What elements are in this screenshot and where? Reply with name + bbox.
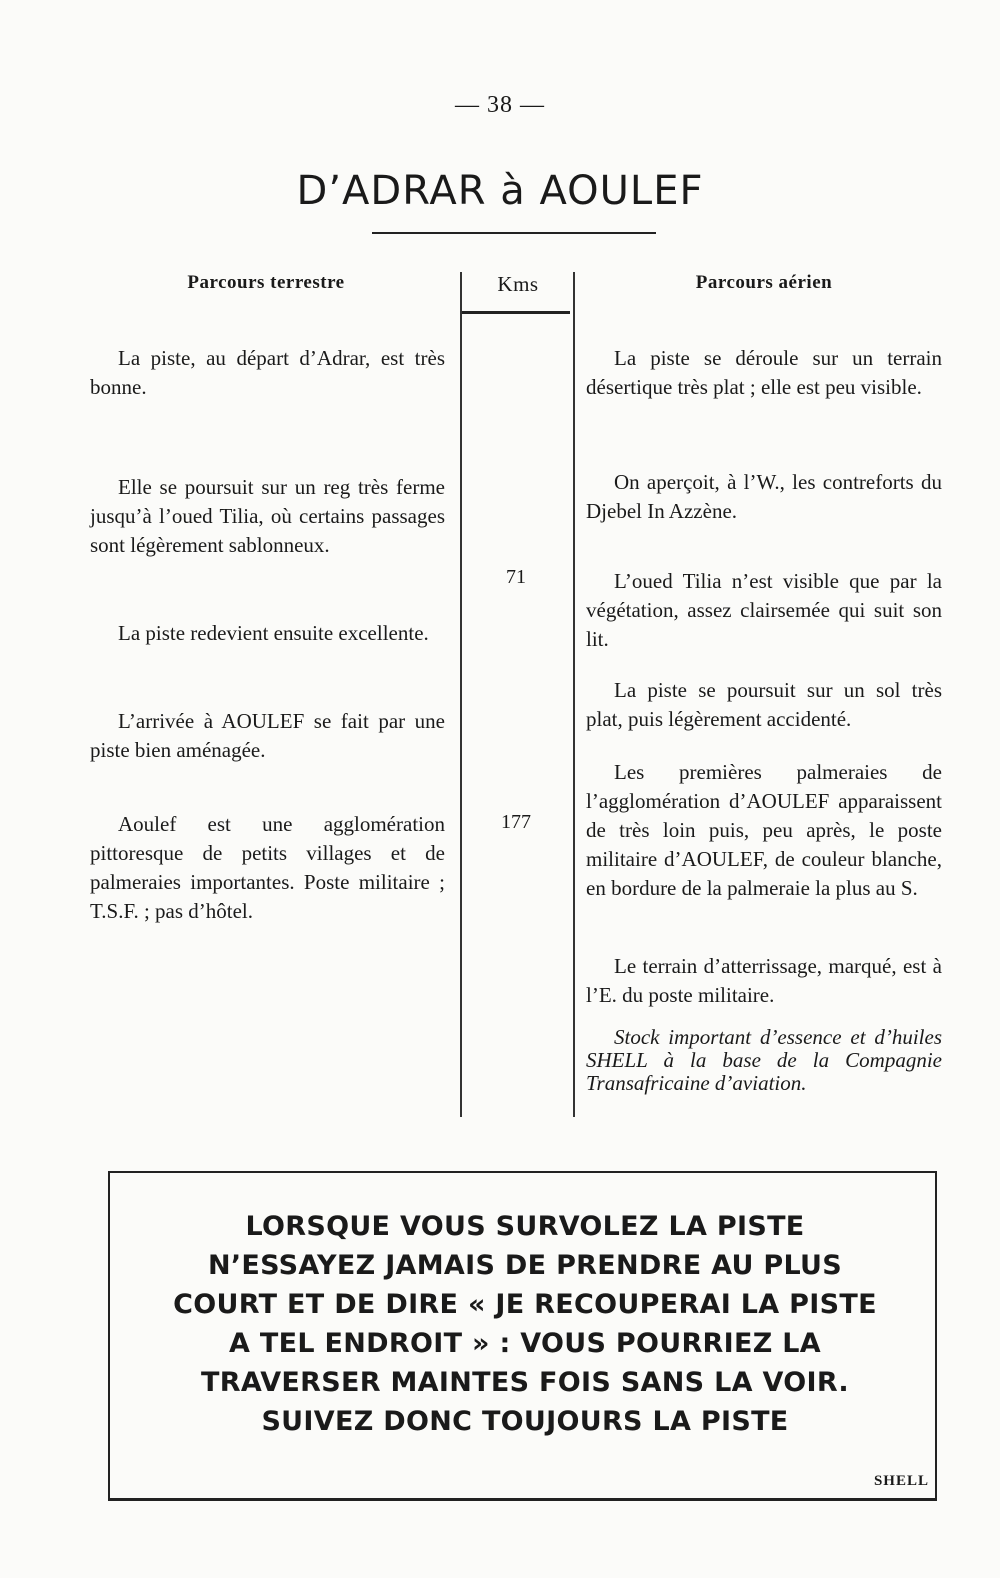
aerien-paragraph: On aperçoit, à l’W., les contreforts du Djebel In Azzène. bbox=[586, 470, 942, 523]
page-title: D’ADRAR à AOULEF bbox=[296, 168, 704, 214]
terrestre-paragraph: Elle se poursuit sur un reg très ferme jusqu’à l’oued Tilia, où certains passages sont légèrement sablonneux. bbox=[90, 475, 445, 557]
title-rule bbox=[372, 232, 656, 234]
aerien-paragraph-italic: Stock important d’essence et d’huiles SHELL à la base de la Compagnie Transafricaine d’aviation. bbox=[586, 1025, 942, 1095]
notice-brand: SHELL bbox=[873, 1473, 929, 1489]
km-marker: 71 bbox=[506, 566, 526, 588]
column-divider-left bbox=[460, 272, 462, 1117]
page-number: — 38 — bbox=[455, 92, 545, 118]
terrestre-paragraph: Aoulef est une agglomération pittoresque de petits villages et de palmeraies importantes. Poste militaire ; T.S.F. ; pas d’hôtel. bbox=[90, 812, 445, 923]
km-marker: 177 bbox=[501, 811, 531, 833]
kms-header-rule bbox=[462, 311, 570, 314]
terrestre-paragraph: L’arrivée à AOULEF se fait par une piste bien aménagée. bbox=[90, 709, 445, 762]
aerien-paragraph: Les premières palmeraies de l’agglomération d’AOULEF apparaissent de très loin puis, peu après, le poste militaire d’AOULEF, de couleur blanche, en bordure de la palmeraie la plus au S. bbox=[586, 760, 942, 900]
notice-text: LORSQUE VOUS SURVOLEZ LA PISTE N’ESSAYEZ JAMAIS DE PRENDRE AU PLUS COURT ET DE DIRE « JE RECOUPERAI LA PISTE A TEL ENDROIT » : VOUS POURRIEZ LA TRAVERSER MAINTES FOIS SANS LA VOIR. SUIVEZ DONC TOUJOURS LA PISTE bbox=[173, 1211, 877, 1437]
aerien-paragraph: La piste se déroule sur un terrain désertique très plat ; elle est peu visible. bbox=[586, 346, 942, 399]
column-header-kms: Kms bbox=[497, 272, 539, 296]
column-divider-right bbox=[573, 272, 575, 1117]
column-header-terrestre: Parcours terrestre bbox=[187, 272, 345, 293]
aerien-paragraph: L’oued Tilia n’est visible que par la végétation, assez clairsemée qui suit son lit. bbox=[586, 569, 942, 651]
terrestre-paragraph: La piste, au départ d’Adrar, est très bonne. bbox=[90, 346, 445, 399]
terrestre-paragraph: La piste redevient ensuite excellente. bbox=[118, 621, 429, 645]
notice-box bbox=[108, 1171, 937, 1501]
aerien-paragraph: Le terrain d’atterrissage, marqué, est à l’E. du poste militaire. bbox=[586, 954, 942, 1007]
column-header-aerien: Parcours aérien bbox=[695, 272, 833, 293]
aerien-paragraph: La piste se poursuit sur un sol très plat, puis légèrement accidenté. bbox=[586, 678, 942, 731]
